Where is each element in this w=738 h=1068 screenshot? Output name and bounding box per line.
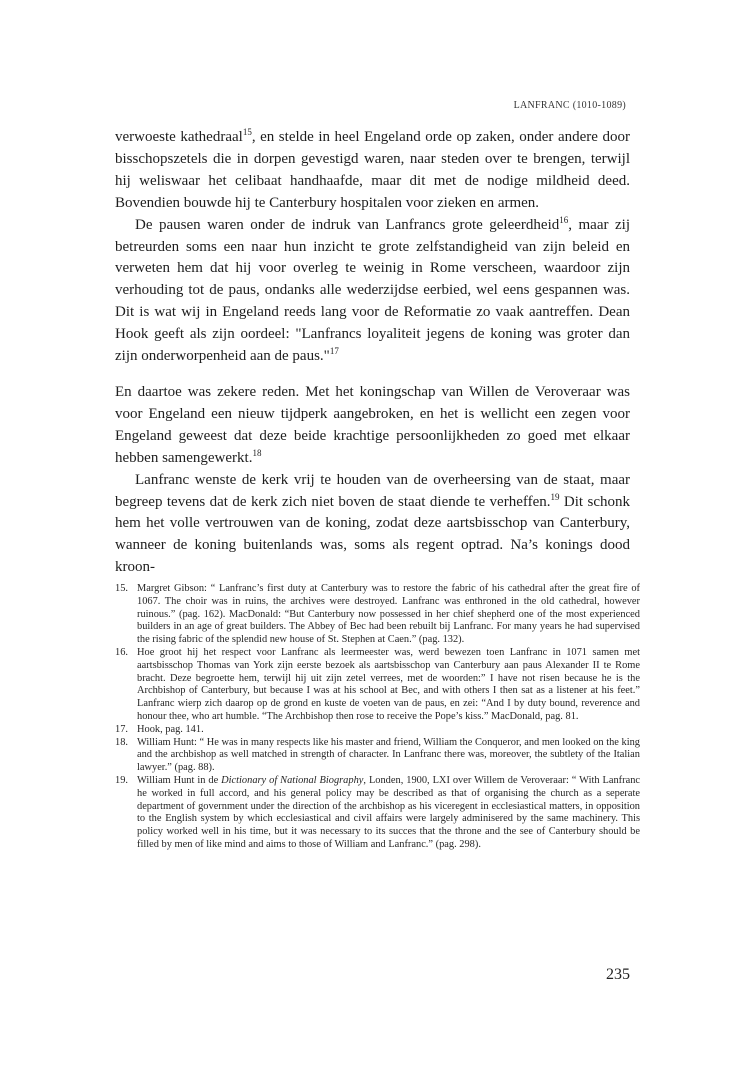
footnote-number: 16.	[115, 646, 128, 658]
paragraph-2	[115, 215, 630, 368]
running-header: LANFRANC (1010-1089)	[513, 100, 626, 111]
footnote-17	[115, 724, 640, 737]
footnote-ref-18[interactable]: 18	[252, 447, 262, 458]
footnote-text: William Hunt: “ He was in many respects like his master and friend, William the Conqueror, and men looked on the king and the archbishop as well matched in strength of character. In Lanfranc there was, moreover, the subtlety of the Italian lawyer.” (pag. 88).	[137, 736, 640, 774]
footnote-text: Hook, pag. 141.	[137, 723, 204, 735]
p4-text-b: Dit schonk hem het volle vertrouwen van de koning, zodat deze aartsbisschop van Canterbury, wanneer de koning buitenlands was, soms als regent optrad. Na’s konings dood kroon-	[115, 493, 630, 576]
footnote-text: Hoe groot hij het respect voor Lanfranc als leermeester was, werd bewezen toen Lanfranc in 1071 samen met aartsbisschop Thomas van York zijn eerste bezoek als aartsbisschop van Canterbury aan paus Alexander II te Rome bracht. Deze begroette hem, terwijl hij uit zijn zetel verrees, met de woorden:” I have not risen because he is the Archbishop of Canterbury, but because I was at his school at Bec, and with others I then sat as a listener at his feet.” Lanfranc wierp zich daarop op de grond en kuste de voeten van de paus, en zei: “And I by duty bound, reverence and honour thee, who art humble. “The Archbishop then rose to receive the Pope’s kiss.” MacDonald, pag. 81.	[137, 646, 640, 722]
p1-text-b: , en stelde in heel Engeland orde op zaken, onder andere door bisschopszetels die in dorpen gevestigd waren, naar steden over te brengen, terwijl hij weliswaar het celibaat handhaafde, maar dit met de nodige mildheid deed. Bovendien bouwde hij te Canterbury hospitalen voor zieken en armen.	[115, 129, 630, 211]
footnote-number: 15.	[115, 583, 128, 594]
footnote-text	[137, 775, 640, 852]
footnote-19-pre: William Hunt in de	[137, 774, 222, 786]
footnote-text: Margret Gibson: “ Lanfranc’s first duty at Canterbury was to restore the fabric of his cathedral after the great fire of 1067. The choir was in ruins, the archives were destroyed. Lanfranc was enthroned in the old cathedral, however ruinous.” (pag. 162). MacDonald: “But Canterbury now possessed in her chief shepherd one of the most experienced builders in an age of great builders. The Abbey of Bec had been rebuilt bij Lanfranc. For many years he had supervised the rising fabric of the splendid new house of St. Stephen at Caen.” (pag. 132).	[137, 583, 640, 646]
paragraph-3	[115, 382, 630, 470]
footnote-ref-19[interactable]: 19	[550, 491, 560, 502]
p2-text-b: , maar zij betreurden soms een naar hun inzicht te grote zelfstandigheid van zijn beleid en verweten hem dat hij voor overleg te weinig in Rome verscheen, waardoor zijn verhouding tot de paus, ondanks alle wederzijdse eerbied, wel eens gespannen was. Dit is wat wij in Engeland reeds lang voor de Reformatie zo vaak aantreffen. Dean Hook geeft als zijn oordeel: "Lanfrancs loyaliteit jegens de koning was groter dan zijn onderworpenheid aan de paus."	[115, 216, 630, 365]
footnote-18	[115, 737, 640, 775]
footnote-ref-16[interactable]: 16	[559, 214, 569, 225]
footnote-ref-15[interactable]: 15	[242, 127, 252, 137]
p1-text-a: verwoeste kathedraal	[115, 129, 243, 145]
paragraph-4	[115, 470, 630, 580]
paragraph-1	[115, 127, 630, 215]
page-number: 235	[606, 966, 630, 983]
footnotes-section	[115, 583, 640, 852]
footnote-15	[115, 583, 640, 647]
p2-text-a: De pausen waren onder de indruk van Lanfrancs grote geleerdheid	[135, 216, 560, 233]
footnote-19-post: , Londen, 1900, LXI over Willem de Veroveraar: “ With Lanfranc he worked in full accord, and his general policy may be described as that of organising the church as a seperate department of government under the direction of the archbishop as his viceregent in ecclesiastical matters, in opposition to the English system by which ecclesiastical and civil affairs were largely adminisered by the same machinery. This policy worked well in his time, but it was necessary to its succes that the throne and the see of Canterbury should be filled by men of like mind and aims to those of William and Lanfranc.” (pag. 298).	[137, 774, 640, 850]
footnote-16	[115, 647, 640, 724]
footnote-ref-17[interactable]: 17	[329, 346, 339, 357]
main-text	[115, 127, 630, 579]
footnote-number: 19.	[115, 774, 128, 786]
footnote-19	[115, 775, 640, 852]
p3-text-a: En daartoe was zekere reden. Met het koningschap van Willen de Veroveraar was voor Engeland een nieuw tijdperk aangebroken, en het is wellicht een zegen voor Engeland geweest dat deze beide krachtige persoonlijkheden zo goed met elkaar hebben samengewerkt.	[115, 383, 630, 466]
footnote-number: 18.	[115, 736, 128, 748]
footnote-19-title: Dictionary of National Biography	[221, 774, 364, 786]
p4-text-a: Lanfranc wenste de kerk vrij te houden van de overheersing van de staat, maar begreep tevens dat de kerk zich niet boven de staat diende te verheffen.	[115, 471, 630, 510]
footnote-number: 17.	[115, 723, 128, 735]
